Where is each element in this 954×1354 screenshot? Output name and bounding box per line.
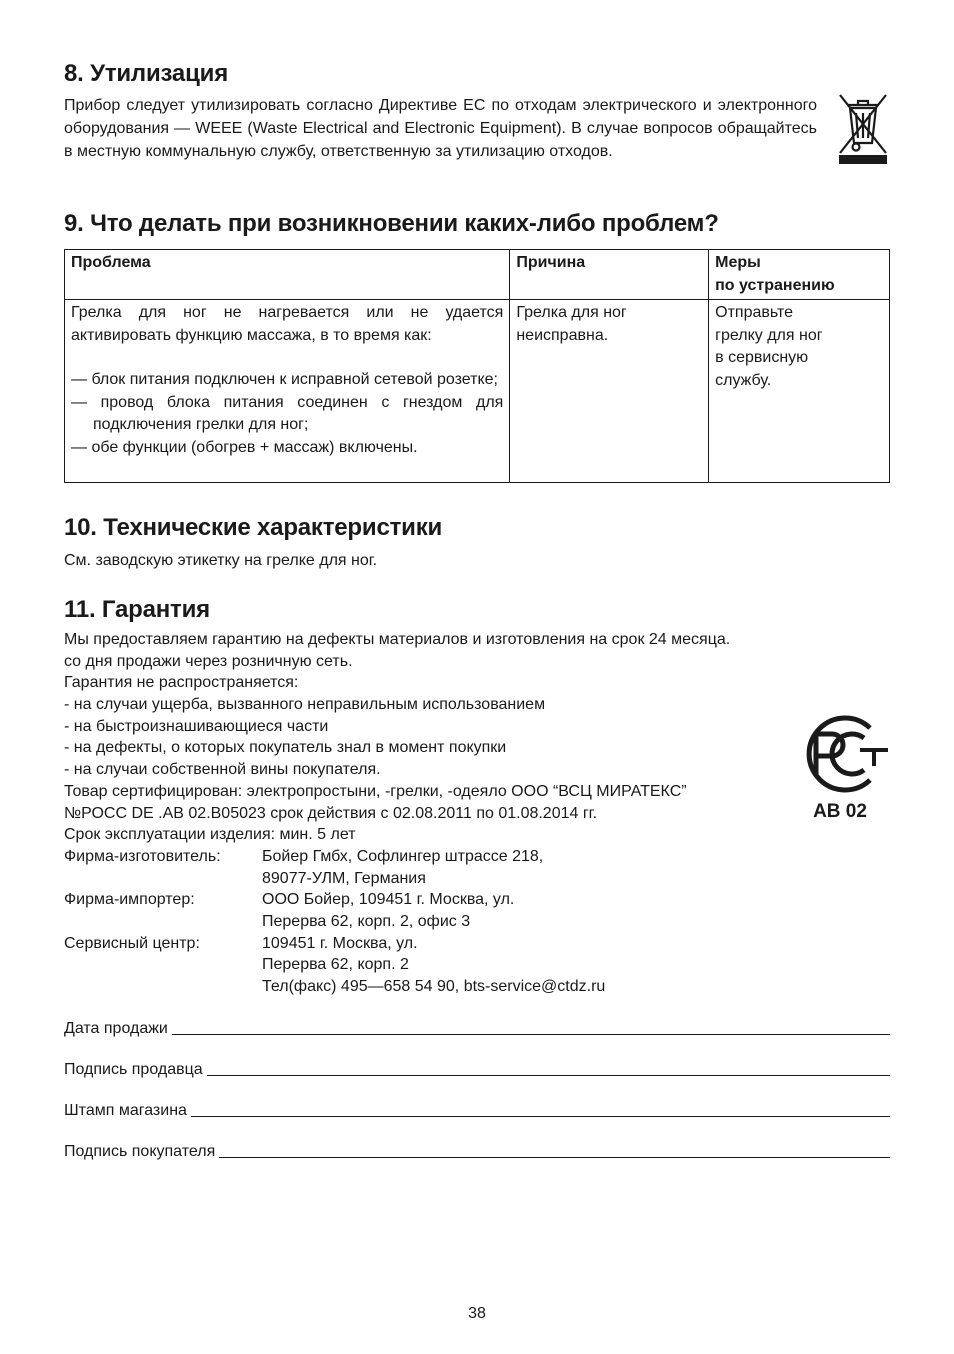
sign-label: Подпись покупателя [64,1143,216,1160]
problem-item: — блок питания подключен к исправной сетевой розетке; [71,371,498,388]
problem-item: — провод блока питания соединен с гнездом для подключения грелки для ног; [71,393,504,433]
contact-manufacturer [64,846,784,868]
problems-table [64,249,890,483]
contact-service-center [64,933,784,955]
contact-label: Фирма-импортер: [64,891,195,909]
cell-cause: Грелка для ног неисправна. [510,300,709,483]
section-10-text: См. заводскую этикетку на грелке для ног. [64,552,378,569]
warranty-line: №РОСС DE .AB 02.B05023 срок действия с 02.08.2011 по 01.08.2014 гг. [64,804,598,822]
warranty-line: - на быстроизнашивающиеся части [64,717,329,735]
section-9-title: 9. Что делать при возникновении каких-либо проблем? [64,210,719,237]
sign-label: Дата продажи [64,1020,168,1037]
contact-service-center-cont [64,954,784,976]
warranty-line: - на случаи собственной вины покупателя. [64,761,381,779]
sign-line [191,1116,890,1117]
contact-value: ООО Бойер, 109451 г. Москва, ул. [262,891,515,909]
contact-label: Фирма-изготовитель: [64,847,221,865]
contact-importer [64,889,784,911]
contact-manufacturer-cont [64,868,784,890]
warranty-line: Товар сертифицирован: электропростыни, -грелки, -одеяло ООО “ВСЦ МИРАТЕКС” [64,782,687,800]
header-problem: Проблема [65,250,510,300]
sign-label: Штамп магазина [64,1102,187,1119]
contact-value: Тел(факс) 495—658 54 90, bts-service@ctdz.ru [262,978,606,995]
table-header-row [65,250,890,300]
contact-value: 89077-УЛМ, Германия [262,869,426,887]
cert-code: AB 02 [813,801,867,822]
problem-item: — обе функции (обогрев + массаж) включены. [71,438,418,456]
sign-field-sale-date [64,1014,890,1038]
header-cause: Причина [510,250,709,300]
section-11-title: 11. Гарантия [64,596,210,623]
table-row [65,300,890,483]
problem-intro: Грелка для ног не нагревается или не удается активировать функцию массажа, в то время как: [71,304,504,344]
warranty-line: - на дефекты, о которых покупатель знал в момент покупки [64,739,507,757]
warranty-line: Мы предоставляем гарантию на дефекты материалов и изготовления на срок 24 месяца. [64,631,731,648]
sign-label: Подпись продавца [64,1061,203,1078]
sign-line [207,1075,890,1076]
rst-certification-mark-icon [790,714,890,794]
contact-importer-cont [64,911,784,933]
warranty-text [64,629,784,998]
cell-remedy: Отправьте грелку для ног в сервисную службу. [709,300,890,483]
contact-value: Бойер Гмбх, Софлингер штрассе 218, [262,847,544,865]
contact-value: 109451 г. Москва, ул. [262,934,418,952]
cell-problem [65,300,510,483]
page-number: 38 [468,1305,486,1322]
section-10-title: 10. Технические характеристики [64,514,443,541]
warranty-line: - на случаи ущерба, вызванного неправильным использованием [64,696,546,714]
sign-field-buyer-signature [64,1137,890,1161]
warranty-line: Гарантия не распространяется: [64,674,299,692]
section-8-text: Прибор следует утилизировать согласно Директиве ЕС по отходам электрического и электронного оборудования — WEEE (Waste Electrical and Electronic Equipment). В случае вопросов обращайтесь в местную коммунальную службу, ответственную за утилизацию отходов. [64,97,817,160]
sign-field-shop-stamp [64,1096,890,1120]
contact-label: Сервисный центр: [64,934,200,952]
sign-line [172,1034,890,1035]
contact-value: Перерва 62, корп. 2 [262,956,409,974]
sign-line [219,1157,890,1158]
contact-value: Перерва 62, корп. 2, офис 3 [262,912,471,930]
contact-service-center-cont [64,976,784,998]
header-remedy: Меры по устранению [709,250,890,300]
crossed-out-wheelie-bin-icon [836,91,890,165]
section-8-title: 8. Утилизация [64,60,228,87]
warranty-line: Срок эксплуатации изделия: мин. 5 лет [64,826,356,844]
sign-field-seller-signature [64,1055,890,1079]
warranty-line: со дня продажи через розничную сеть. [64,652,353,670]
